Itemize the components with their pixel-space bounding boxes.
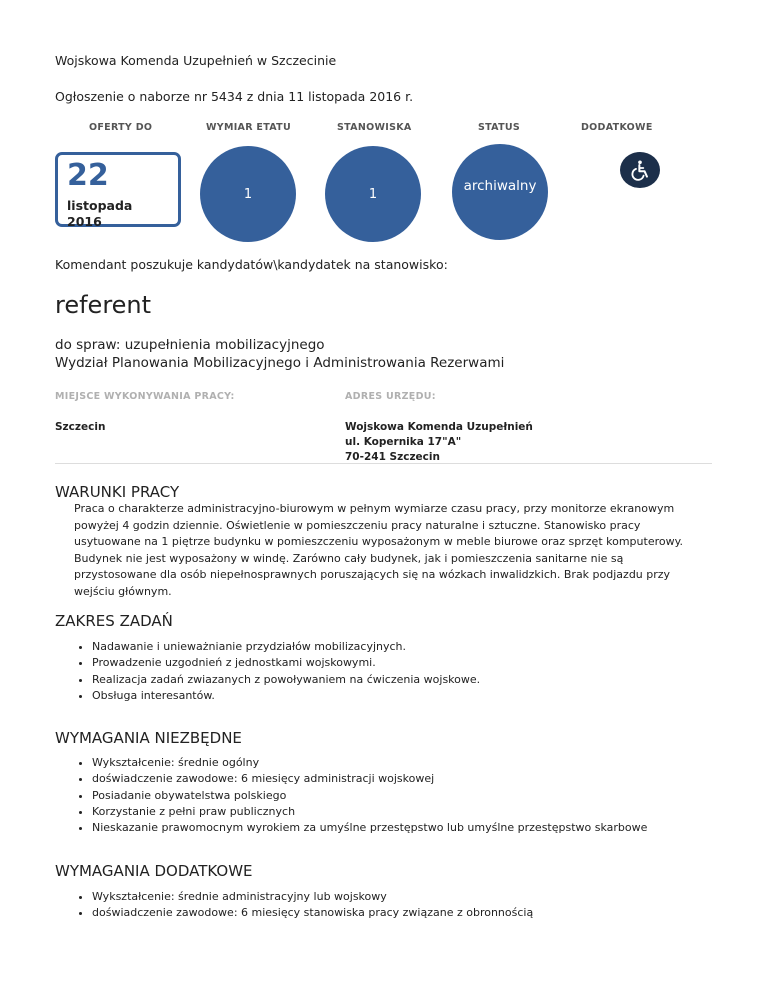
text-line: wejściu głównym.	[74, 584, 172, 598]
office-address-line: 70-241 Szczecin	[345, 451, 440, 463]
list-item: • doświadczenie zawodowe: 6 miesięcy stanowiska pracy związane z obronnością	[92, 905, 533, 921]
wymagania-niezbedne-list	[74, 755, 647, 836]
deadline-date-box	[55, 152, 181, 227]
position-do-spraw: do spraw: uzupełnienia mobilizacyjnego	[55, 337, 325, 353]
stanowiska-circle	[325, 146, 421, 242]
text-line: Budynek nie jest wyposażony w windę. Zarówno cały budynek, jak i pomieszczenia sanitarne nie są	[74, 551, 624, 565]
list-item: • Korzystanie z pełni praw publicznych	[92, 804, 647, 820]
workplace-value: Szczecin	[55, 421, 106, 433]
wymagania-dodatkowe-list	[74, 889, 533, 922]
status-circle	[452, 144, 548, 240]
position-intro: Komendant poszukuje kandydatów\kandydatek na stanowisko:	[55, 257, 448, 272]
section-divider	[55, 463, 712, 464]
list-item: • Wykształcenie: średnie ogólny	[92, 755, 647, 771]
list-item: • Nieskazanie prawomocnym wyrokiem za umyślne przestępstwo lub umyślne przestępstwo skarbowe	[92, 820, 647, 836]
warunki-pracy-text	[74, 501, 714, 600]
office-address-line: Wojskowa Komenda Uzupełnień	[345, 421, 533, 433]
position-title: referent	[55, 291, 152, 319]
position-department: Wydział Planowania Mobilizacyjnego i Administrowania Rezerwami	[55, 355, 505, 371]
column-header-oferty-do: OFERTY DO	[89, 122, 153, 133]
text-line: usytuowane na 1 piętrze budynku w pomieszczeniu wyposażonym w meble biurowe oraz sprzęt komputerowy.	[74, 535, 684, 548]
list-item: • Realizacja zadań zwiazanych z powoływaniem na ćwiczenia wojskowe.	[92, 672, 480, 688]
warunki-pracy-heading: WARUNKI PRACY	[55, 483, 180, 501]
column-header-stanowiska: STANOWISKA	[337, 122, 412, 133]
stanowiska-value: 1	[368, 186, 378, 202]
deadline-month: listopada	[67, 198, 133, 213]
list-item: • Wykształcenie: średnie administracyjny lub wojskowy	[92, 889, 533, 905]
wymiar-etatu-circle	[200, 146, 296, 242]
organization-name: Wojskowa Komenda Uzupełnień w Szczecinie	[55, 53, 337, 68]
wymiar-etatu-value: 1	[243, 186, 253, 202]
wymagania-dodatkowe-heading: WYMAGANIA DODATKOWE	[55, 862, 253, 880]
workplace-label: MIEJSCE WYKONYWANIA PRACY:	[55, 391, 235, 402]
wheelchair-accessibility-icon	[620, 152, 660, 188]
list-item: • Nadawanie i unieważnianie przydziałów mobilizacyjnych.	[92, 639, 480, 655]
announcement-title: Ogłoszenie o naborze nr 5434 z dnia 11 listopada 2016 r.	[55, 89, 414, 104]
column-header-dodatkowe: DODATKOWE	[581, 122, 653, 133]
deadline-day: 22	[67, 158, 109, 193]
column-header-status: STATUS	[478, 122, 521, 133]
zakres-zadan-heading: ZAKRES ZADAŃ	[55, 612, 173, 630]
list-item: • Posiadanie obywatelstwa polskiego	[92, 788, 647, 804]
list-item: • doświadczenie zawodowe: 6 miesięcy administracji wojskowej	[92, 771, 647, 787]
text-line: przystosowane dla osób niepełnosprawnych poruszających się na wózkach inwalidzkich. Brak podjazdu przy	[74, 568, 671, 581]
wymagania-niezbedne-heading: WYMAGANIA NIEZBĘDNE	[55, 729, 242, 747]
status-value: archiwalny	[463, 178, 537, 194]
list-item: • Prowadzenie uzgodnień z jednostkami wojskowymi.	[92, 655, 480, 671]
list-item: • Obsługa interesantów.	[92, 688, 480, 704]
office-address-label: ADRES URZĘDU:	[345, 391, 436, 402]
zakres-zadan-list	[74, 639, 480, 704]
office-address-line: ul. Kopernika 17"A"	[345, 436, 462, 448]
deadline-year: 2016	[67, 214, 102, 229]
text-line: Praca o charakterze administracyjno-biurowym w pełnym wymiarze czasu pracy, przy monitorze ekranowym	[74, 502, 675, 515]
column-header-wymiar-etatu: WYMIAR ETATU	[206, 122, 291, 133]
text-line: powyżej 4 godzin dziennie. Oświetlenie w pomieszczeniu pracy naturalne i sztuczne. Stanowisko pracy	[74, 518, 641, 532]
